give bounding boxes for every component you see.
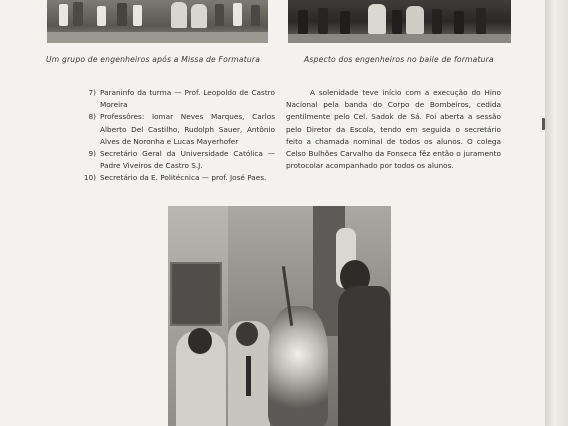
list-item-number: 7) — [88, 88, 96, 97]
list-item-text: Paraninfo da turma — Prof. Leopoldo de Castro Moreira — [100, 88, 275, 110]
list-item-text: Secretário da E. Politécnica — prof. José Paes. — [100, 173, 267, 183]
ceremony-photo — [168, 206, 391, 426]
group-photo-after-mass — [47, 0, 268, 43]
list-item — [80, 111, 275, 148]
list-item — [80, 148, 275, 172]
right-photo-caption: Aspecto dos engenheiros no baile de formatura — [304, 55, 494, 64]
page-gutter — [545, 0, 568, 426]
list-item — [80, 172, 275, 184]
list-item-text: Professôres: Iomar Neves Marques, Carlos Alberto Del Castilho, Rudolph Sauer, Antônio Alves de Noronha e Lucas Mayerhofer — [100, 112, 275, 146]
list-item-number: 10) — [83, 173, 96, 183]
ceremony-participants-list — [80, 87, 275, 185]
list-item — [80, 87, 275, 111]
ball-photo — [288, 0, 511, 43]
list-item-number: 8) — [88, 112, 96, 122]
ceremony-paragraph: A solenidade teve início com a execução do Hino Nacional pela banda do Corpo de Bombeiros, cedida gentilmente pelo Cel. Sadok de Sá. Foi aberta a sessão pelo Diretor da Escola, tendo em seguida o secretário feito a chamada nominal de todos os alunos. O colega Celso Bulhões Carvalho da Fonseca fêz então o juramento protocolar acompanhado por todos os alunos. — [286, 88, 501, 171]
list-item-text: Secretário Geral da Universidade Católica — Padre Viveiros de Castro S.J. — [100, 149, 275, 171]
list-item-number: 9) — [88, 149, 96, 159]
left-photo-caption: Um grupo de engenheiros após a Missa de Formatura — [46, 55, 261, 64]
